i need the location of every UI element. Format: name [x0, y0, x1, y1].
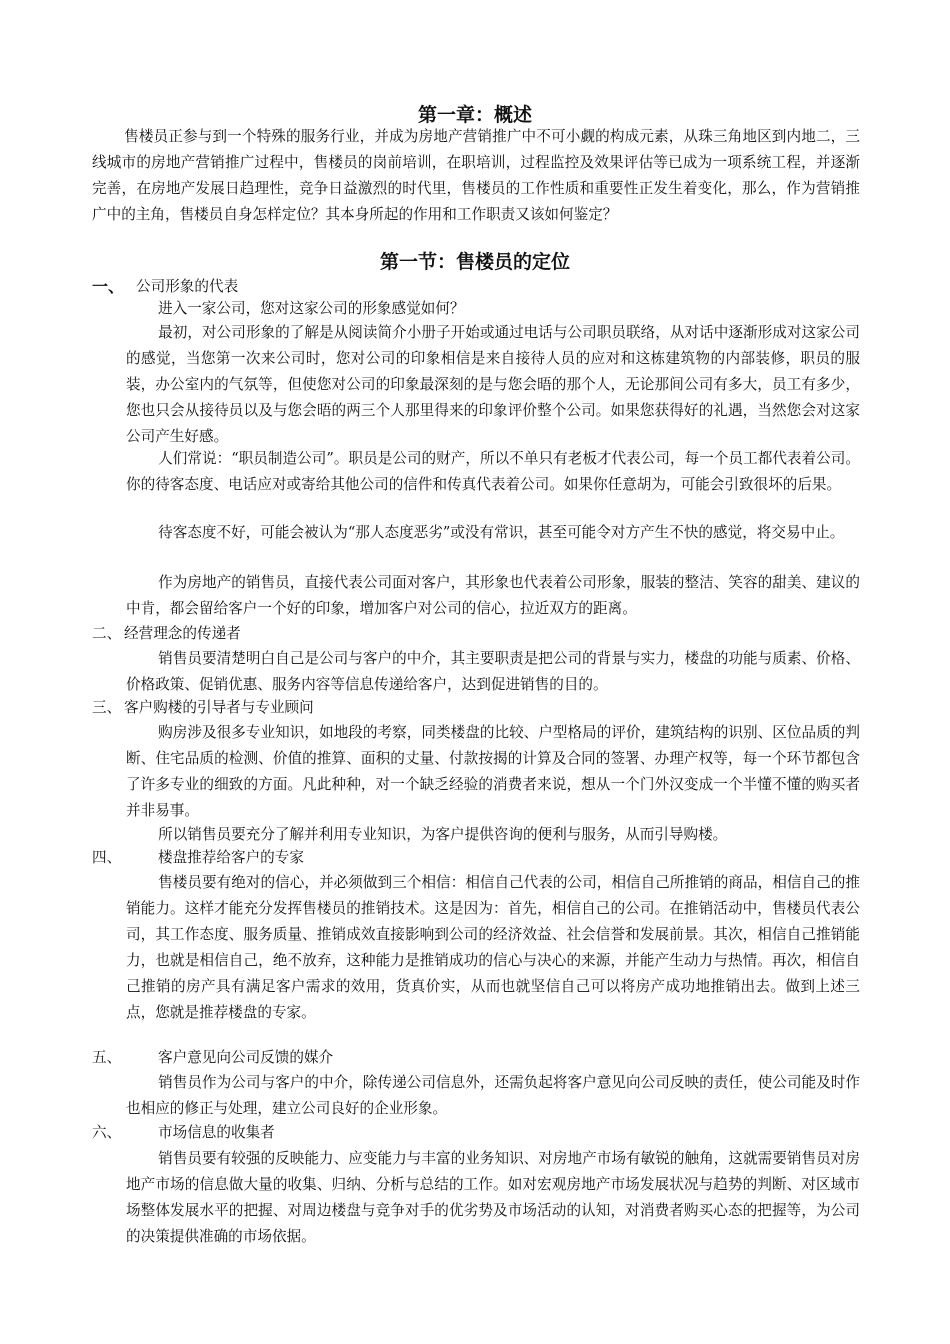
paragraph: 销售员要清楚明白自己是公司与客户的中介，其主要职责是把公司的背景与实力，楼盘的功能与质素、价格、价格政策、促销优惠、服务内容等信息传递给客户，达到促进销售的目的。 [126, 650, 860, 693]
section-heading-text: 市场信息的收集者 [158, 1124, 275, 1141]
section-heading-text: 楼盘推荐给客户的专家 [158, 849, 304, 866]
section-title: 第一节：售楼员的定位 [379, 251, 570, 273]
section-heading-text: 客户购楼的引导者与专业顾问 [124, 699, 314, 716]
paragraph: 销售员要有较强的反映能力、应变能力与丰富的业务知识、对房地产市场有敏锐的触角，这就需要销售员对房地产市场的信息做大量的收集、归纳、分析与总结的工作。如对宏观房地产市场发展状况与趋势的判断、对区域市场整体发展水平的把握、对周边楼盘与竞争对手的优劣势及市场活动的认知，对消费者购买心态的把握等，为公司的决策提供准确的市场依据。 [126, 1150, 860, 1245]
section-number: 五、 [92, 1049, 122, 1066]
paragraph: 人们常说：“职员制造公司”。职员是公司的财产，所以不单只有老板才代表公司，每一个员工都代表着公司。你的待客态度、电话应对或寄给其他公司的信件和传真代表着公司。如果你任意胡为，可能会引致很坏的后果。 [126, 450, 860, 493]
section-heading-text: 公司形象的代表 [136, 278, 239, 295]
section-number: 三、 [92, 699, 122, 716]
section-number: 六、 [92, 1124, 122, 1141]
paragraph: 进入一家公司，您对这家公司的形象感觉如何？ [158, 300, 465, 317]
paragraph: 销售员作为公司与客户的中介，除传递公司信息外，还需负起将客户意见向公司反映的责任，使公司能及时作也相应的修正与处理，建立公司良好的企业形象。 [126, 1074, 860, 1117]
section-heading-text: 经营理念的传递者 [124, 625, 241, 642]
paragraph: 所以销售员要充分了解并利用专业知识，为客户提供咨询的便利与服务，从而引导购楼。 [158, 826, 728, 843]
paragraph: 购房涉及很多专业知识，如地段的考察，同类楼盘的比较、户型格局的评价，建筑结构的识别、区位品质的判断、住宅品质的检测、价值的推算、面积的丈量、付款按揭的计算及合同的签署、办理产权等，每一个环节都包含了许多专业的细致的方面。凡此种种，对一个缺乏经验的消费者来说，想从一个门外汉变成一个半懂不懂的购买者并非易事。 [126, 724, 860, 819]
chapter-title: 第一章：概述 [417, 104, 532, 126]
intro-paragraph: 售楼员正参与到一个特殊的服务行业，并成为房地产营销推广中不可小觑的构成元素，从珠三角地区到内地二，三线城市的房地产营销推广过程中，售楼员的岗前培训，在职培训，过程监控及效果评估等已成为一项系统工程，并逐渐完善，在房地产发展日趋理性，竞争日益激烈的时代里，售楼员的工作性质和重要性正发生着变化，那么，作为营销推广中的主角，售楼员自身怎样定位？其本身所起的作用和工作职责又该如何鉴定？ [92, 128, 860, 223]
paragraph: 最初，对公司形象的了解是从阅读简介小册子开始或通过电话与公司职员联络，从对话中逐渐形成对这家公司的感觉，当您第一次来公司时，您对公司的印象相信是来自接待人员的应对和这栋建筑物的内部装修，职员的服装，办公室内的气氛等，但使您对公司的印象最深刻的是与您会晤的那个人，无论那间公司有多大，员工有多少，您也只会从接待员以及与您会晤的两三个人那里得来的印象评价整个公司。如果您获得好的礼遇，当然您会对这家公司产生好感。 [126, 324, 860, 445]
section-heading-text: 客户意见向公司反馈的媒介 [158, 1049, 334, 1066]
section-number: 一、 [92, 277, 125, 296]
section-number: 二、 [92, 625, 122, 642]
section-number: 四、 [92, 849, 122, 866]
paragraph: 售楼员要有绝对的信心，并必须做到三个相信：相信自己代表的公司，相信自己所推销的商品，相信自己的推销能力。这样才能充分发挥售楼员的推销技术。这是因为：首先，相信自己的公司。在推销活动中，售楼员代表公司，其工作态度、服务质量、推销成效直接影响到公司的经济效益、社会信誉和发展前景。其次，相信自己推销能力，也就是相信自己，绝不放弃，这种能力是推销成功的信心与决心的来源，并能产生动力与热情。再次，相信自己推销的房产具有满足客户需求的效用，货真价实，从而也就坚信自己可以将房产成功地推销出去。做到上述三点，您就是推荐楼盘的专家。 [126, 874, 860, 1021]
paragraph: 待客态度不好，可能会被认为“那人态度恶劣”或没有常识，甚至可能令对方产生不快的感觉，将交易中止。 [158, 524, 845, 541]
paragraph: 作为房地产的销售员，直接代表公司面对客户，其形象也代表着公司形象，服装的整洁、笑容的甜美、建议的中肯，都会留给客户一个好的印象，增加客户对公司的信心，拉近双方的距离。 [126, 574, 860, 617]
